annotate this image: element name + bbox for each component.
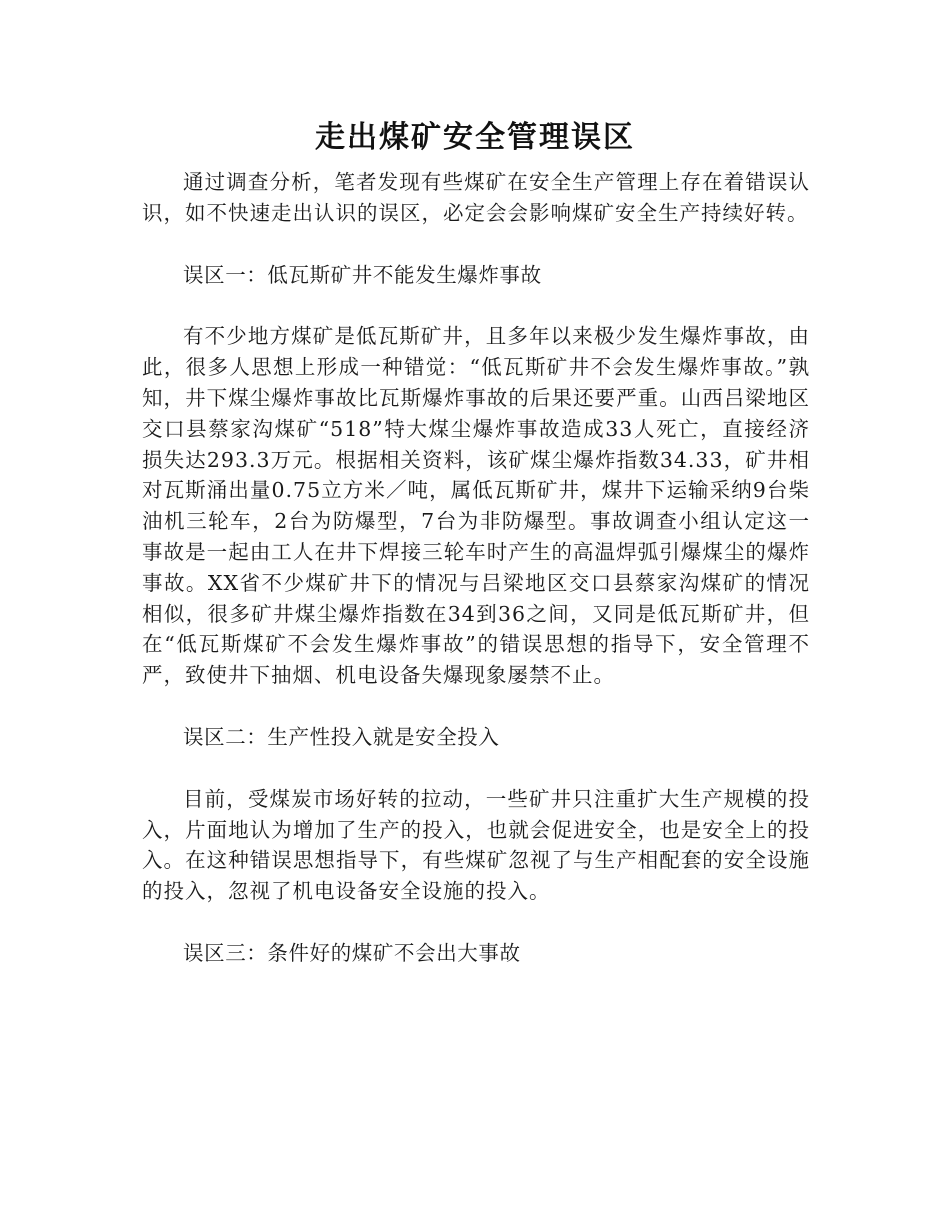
document-title: 走出煤矿安全管理误区 <box>315 120 635 155</box>
section-paragraph-2: 目前，受煤炭市场好转的拉动，一些矿井只注重扩大生产规模的投入，片面地认为增加了生产的投入，也就会促进安全，也是安全上的投入。在这种错误思想指导下，有些煤矿忽视了与生产相配套的安全设施的投入，忽视了机电设备安全设施的投入。 <box>142 786 810 904</box>
section-heading-1: 误区一：低瓦斯矿井不能发生爆炸事故 <box>183 262 542 287</box>
section-heading-3: 误区三：条件好的煤矿不会出大事故 <box>183 940 521 965</box>
intro-paragraph: 通过调查分析，笔者发现有些煤矿在安全生产管理上存在着错误认识，如不快速走出认识的误区，必定会会影响煤矿安全生产持续好转。 <box>142 170 810 225</box>
section-paragraph-1: 有不少地方煤矿是低瓦斯矿井，且多年以来极少发生爆炸事故，由此，很多人思想上形成一种错觉：“低瓦斯矿井不会发生爆炸事故。”孰知，井下煤尘爆炸事故比瓦斯爆炸事故的后果还要严重。山西吕梁地区交口县蔡家沟煤矿“518”特大煤尘爆炸事故造成33人死亡，直接经济损失达293.3万元。根据相关资料，该矿煤尘爆炸指数34.33，矿井相对瓦斯涌出量0.75立方米／吨，属低瓦斯矿井，煤井下运输采纳9台柴油机三轮车，2台为防爆型，7台为非防爆型。事故调查小组认定这一事故是一起由工人在井下焊接三轮车时产生的高温焊弧引爆煤尘的爆炸事故。XX省不少煤矿井下的情况与吕梁地区交口县蔡家沟煤矿的情况相似，很多矿井煤尘爆炸指数在34到36之间，又同是低瓦斯矿井，但在“低瓦斯煤矿不会发生爆炸事故”的错误思想的指导下，安全管理不严，致使井下抽烟、机电设备失爆现象屡禁不止。 <box>142 324 810 688</box>
document-body <box>142 167 810 1000</box>
section-heading-2: 误区二：生产性投入就是安全投入 <box>183 724 500 749</box>
